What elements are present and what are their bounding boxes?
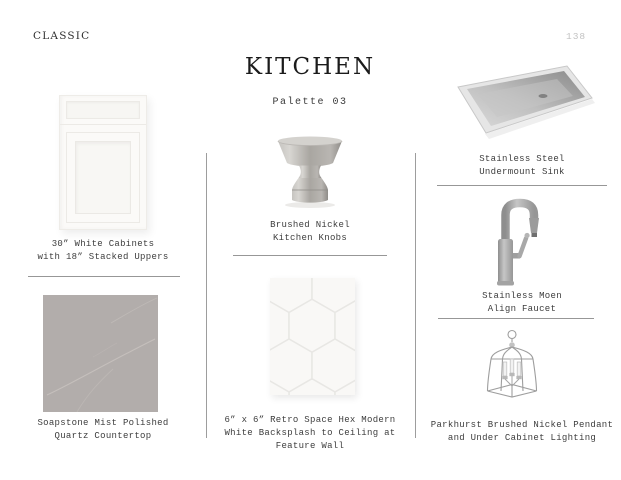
quartz-slab-illustration bbox=[43, 295, 158, 412]
knob-image bbox=[271, 132, 349, 210]
right-column-separator bbox=[415, 153, 416, 438]
caption-line: Feature Wall bbox=[275, 441, 345, 451]
caption-line: Parkhurst Brushed Nickel Pendant bbox=[430, 420, 614, 430]
nickel-knob-illustration bbox=[271, 132, 349, 210]
pendant-image bbox=[477, 328, 547, 418]
stainless-sink-illustration bbox=[445, 60, 600, 148]
faucet-caption bbox=[442, 290, 602, 316]
pendant-caption bbox=[420, 419, 621, 445]
right-divider-top bbox=[437, 185, 607, 186]
gooseneck-faucet-illustration bbox=[478, 193, 568, 288]
caption-line: White Backsplash to Ceiling at bbox=[224, 428, 396, 438]
cabinets-caption bbox=[18, 238, 188, 264]
caption-line: Kitchen Knobs bbox=[272, 233, 348, 243]
cabinet-drawer-front bbox=[60, 96, 146, 125]
lantern-pendant-illustration bbox=[477, 328, 547, 418]
countertop-image bbox=[43, 295, 158, 412]
caption-line: with 18” Stacked Uppers bbox=[37, 252, 169, 262]
caption-line: Stainless Moen bbox=[482, 291, 562, 301]
collection-label: CLASSIC bbox=[33, 30, 91, 42]
caption-line: 30” White Cabinets bbox=[51, 239, 155, 249]
right-divider-bottom bbox=[438, 318, 594, 319]
caption-line: 6” x 6” Retro Space Hex Modern bbox=[224, 415, 396, 425]
backsplash-caption bbox=[213, 414, 407, 453]
left-divider bbox=[28, 276, 180, 277]
caption-line: and Under Cabinet Lighting bbox=[447, 433, 597, 443]
faucet-image bbox=[478, 193, 568, 288]
cabinet-door-front bbox=[66, 132, 140, 223]
caption-line: Brushed Nickel bbox=[270, 220, 350, 230]
caption-line: Align Faucet bbox=[487, 304, 557, 314]
center-divider bbox=[233, 255, 387, 256]
backsplash-image bbox=[270, 278, 355, 395]
left-column-separator bbox=[206, 153, 207, 438]
knobs-caption bbox=[235, 219, 385, 245]
hex-tile-illustration bbox=[270, 278, 355, 395]
caption-line: Undermount Sink bbox=[479, 167, 565, 177]
palette-subtitle: Palette 03 bbox=[272, 97, 348, 108]
page-number: 138 bbox=[566, 31, 587, 42]
caption-line: Soapstone Mist Polished bbox=[37, 418, 169, 428]
sink-caption bbox=[442, 153, 602, 179]
countertop-caption bbox=[18, 417, 188, 443]
sink-image bbox=[445, 60, 600, 148]
caption-line: Stainless Steel bbox=[479, 154, 565, 164]
page-title: KITCHEN bbox=[244, 54, 376, 80]
caption-line: Quartz Countertop bbox=[54, 431, 152, 441]
cabinet-image bbox=[59, 95, 147, 230]
